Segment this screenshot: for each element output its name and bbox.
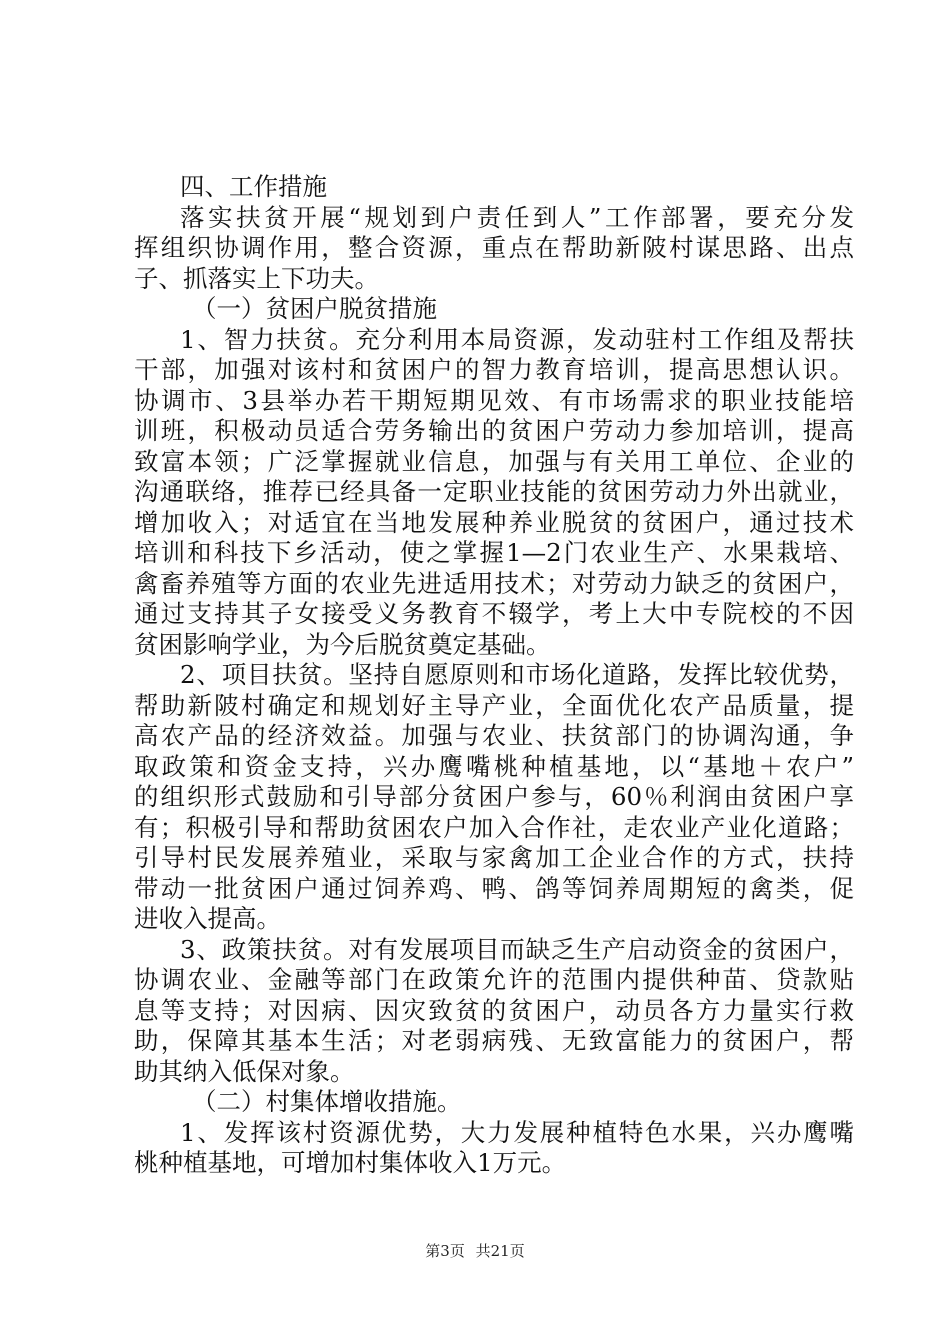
paragraph-line: 增加收入；对适宜在当地发展种养业脱贫的贫困户，通过技术 (134, 507, 854, 537)
section-heading: 四、工作措施 (180, 172, 327, 201)
paragraph-line: 干部，加强对该村和贫困户的智力教育培训，提高思想认识。 (134, 355, 854, 384)
page-total: 共21页 (475, 1242, 525, 1260)
paragraph-line: 高农产品的经济效益。加强与农业、扶贫部门的协调沟通，争 (134, 721, 854, 750)
paragraph-line: 取政策和资金支持，兴办鹰嘴桃种植基地，以“基地＋农户” (134, 751, 854, 781)
paragraph-line: 助，保障其基本生活；对老弱病残、无致富能力的贫困户，帮 (134, 1026, 854, 1055)
paragraph-line: 禽畜养殖等方面的农业先进适用技术；对劳动力缺乏的贫困户， (134, 568, 854, 598)
subsection-heading: （一）贫困户脱贫措施 (192, 294, 437, 323)
paragraph-line: 引导村民发展养殖业，采取与家禽加工企业合作的方式，扶持 (134, 843, 854, 872)
paragraph-line: 进收入提高。 (134, 904, 281, 933)
paragraph-line: 助其纳入低保对象。 (134, 1056, 355, 1086)
paragraph-line: 协调市、3县举办若干期短期见效、有市场需求的职业技能培 (134, 385, 854, 415)
paragraph-line: 2、项目扶贫。坚持自愿原则和市场化道路，发挥比较优势， (180, 660, 854, 689)
paragraph-line: 挥组织协调作用，整合资源，重点在帮助新陂村谋思路、出点 (134, 233, 854, 262)
body-text (134, 172, 854, 1179)
paragraph-line: 协调农业、金融等部门在政策允许的范围内提供种苗、贷款贴 (134, 965, 854, 994)
page-footer (0, 1241, 950, 1261)
paragraph-line: 带动一批贫困户通过饲养鸡、鸭、鸽等饲养周期短的禽类，促 (134, 873, 854, 903)
paragraph-line: 贫困影响学业，为今后脱贫奠定基础。 (134, 629, 551, 659)
paragraph-line: 桃种植基地，可增加村集体收入1万元。 (134, 1148, 567, 1177)
paragraph-line: 1、智力扶贫。充分利用本局资源，发动驻村工作组及帮扶 (180, 324, 854, 354)
paragraph-line: 有；积极引导和帮助贫困农户加入合作社，走农业产业化道路； (134, 812, 854, 842)
paragraph-line: 的组织形式鼓励和引导部分贫困户参与，60％利润由贫困户享 (134, 782, 854, 811)
paragraph-line: 子、抓落实上下功夫。 (134, 263, 379, 293)
subsection-heading: （二）村集体增收措施。 (192, 1087, 462, 1116)
paragraph-line: 1、发挥该村资源优势，大力发展种植特色水果，兴办鹰嘴 (180, 1117, 854, 1147)
paragraph-line: 致富本领；广泛掌握就业信息，加强与有关用工单位、企业的 (134, 446, 854, 476)
paragraph-line: 训班，积极动员适合劳务输出的贫困户劳动力参加培训，提高 (134, 416, 854, 445)
paragraph-line: 培训和科技下乡活动，使之掌握1—2门农业生产、水果栽培、 (134, 538, 854, 567)
paragraph-line: 帮助新陂村确定和规划好主导产业，全面优化农产品质量，提 (134, 690, 854, 720)
page-number: 第3页 (425, 1242, 465, 1260)
paragraph-line: 沟通联络，推荐已经具备一定职业技能的贫困劳动力外出就业， (134, 477, 854, 506)
paragraph-line: 落实扶贫开展“规划到户责任到人”工作部署，要充分发 (180, 202, 854, 232)
paragraph-line: 通过支持其子女接受义务教育不辍学，考上大中专院校的不因 (134, 599, 854, 628)
paragraph-line: 息等支持；对因病、因灾致贫的贫困户，动员各方力量实行救 (134, 995, 854, 1025)
paragraph-line: 3、政策扶贫。对有发展项目而缺乏生产启动资金的贫困户， (180, 934, 854, 964)
